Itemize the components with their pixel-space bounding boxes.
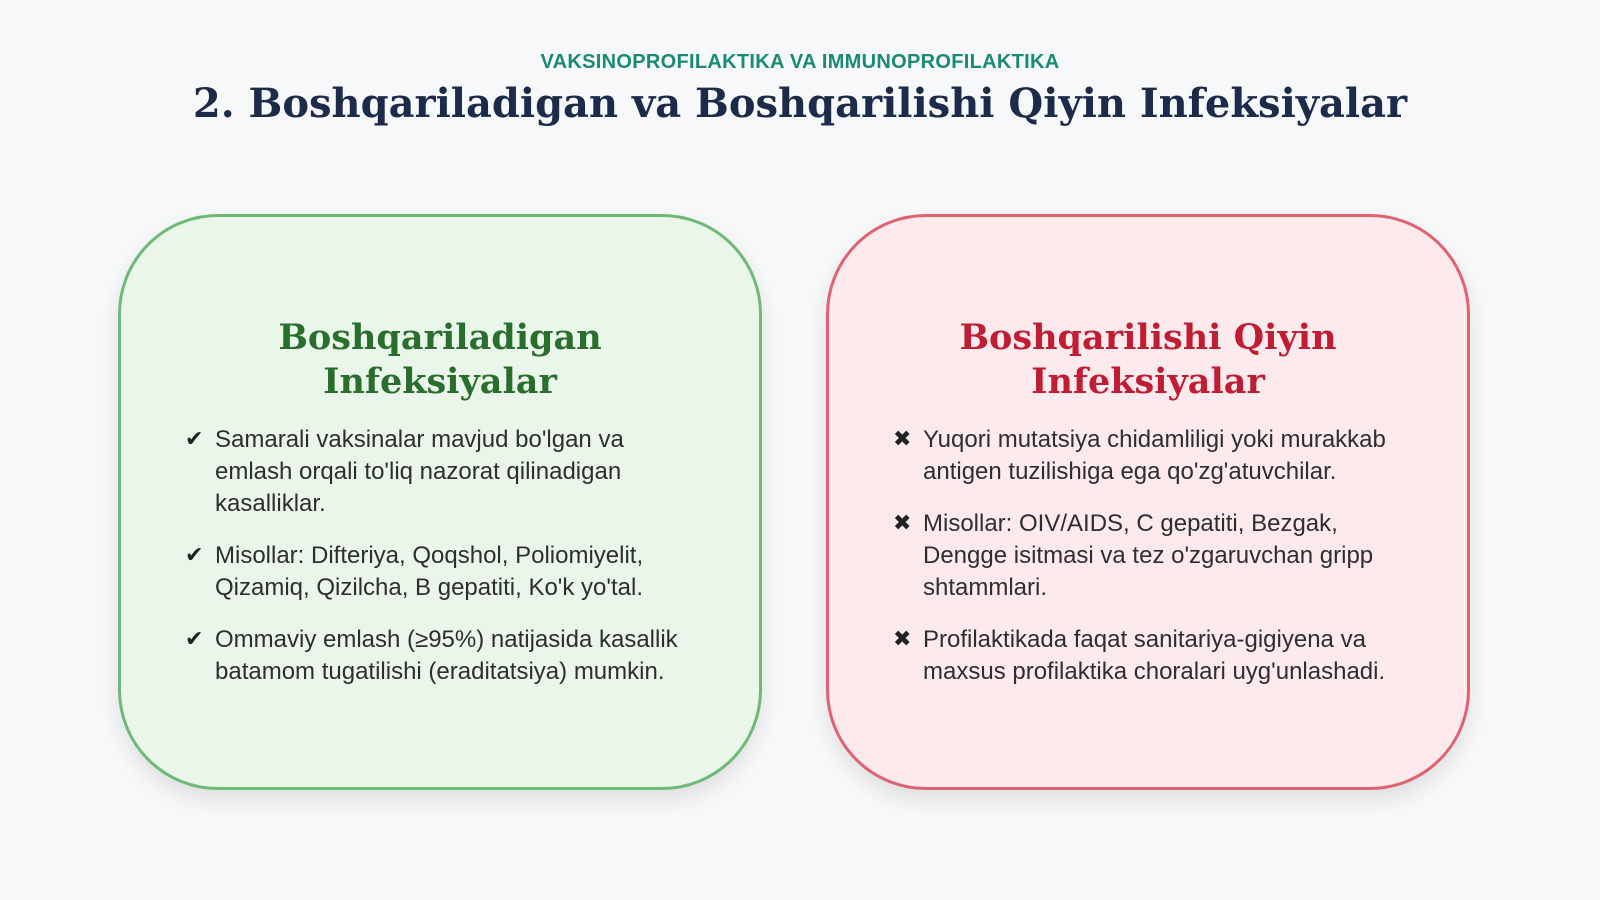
list-item <box>185 424 695 520</box>
hard-to-control-infections-card <box>826 214 1470 790</box>
card-title: Boshqarilishi Qiyin Infeksiyalar <box>959 317 1337 402</box>
cross-icon: ✖ <box>893 511 912 536</box>
list-item-text: Yuqori mutatsiya chidamliligi yoki murakkab antigen tuzilishiga ega qo'zg'atuvchilar. <box>923 426 1386 485</box>
list-item-text: Ommaviy emlash (≥95%) natijasida kasallik batamom tugatilishi (eraditatsiya) mumkin. <box>215 626 678 685</box>
check-icon: ✔ <box>185 627 204 652</box>
check-icon: ✔ <box>185 427 204 452</box>
list-item <box>893 424 1403 488</box>
slide-header <box>0 48 1600 130</box>
list-item-text: Misollar: OIV/AIDS, C gepatiti, Bezgak, Dengge isitmasi va tez o'zgaruvchan gripp shtammlari. <box>923 510 1374 601</box>
list-item <box>893 624 1403 688</box>
slide-title: 2. Boshqariladigan va Boshqarilishi Qiyin Infeksiyalar <box>192 80 1408 127</box>
list-item <box>893 508 1403 604</box>
check-icon: ✔ <box>185 543 204 568</box>
list-item-text: Misollar: Difteriya, Qoqshol, Poliomiyelit, Qizamiq, Qizilcha, B gepatiti, Ko'k yo'tal. <box>215 542 644 601</box>
list-item-text: Samarali vaksinalar mavjud bo'lgan va emlash orqali to'liq nazorat qilinadigan kasalliklar. <box>215 426 624 517</box>
list-item <box>185 540 695 604</box>
controllable-infections-card <box>118 214 762 790</box>
list-item <box>185 624 695 688</box>
cross-icon: ✖ <box>893 427 912 452</box>
list-item-text: Profilaktikada faqat sanitariya-gigiyena va maxsus profilaktika choralari uyg'unlashadi. <box>923 626 1386 685</box>
card-title: Boshqariladigan Infeksiyalar <box>278 317 602 402</box>
slide-kicker: VAKSINOPROFILAKTIKA VA IMMUNOPROFILAKTIKA <box>540 51 1060 73</box>
cross-icon: ✖ <box>893 627 912 652</box>
